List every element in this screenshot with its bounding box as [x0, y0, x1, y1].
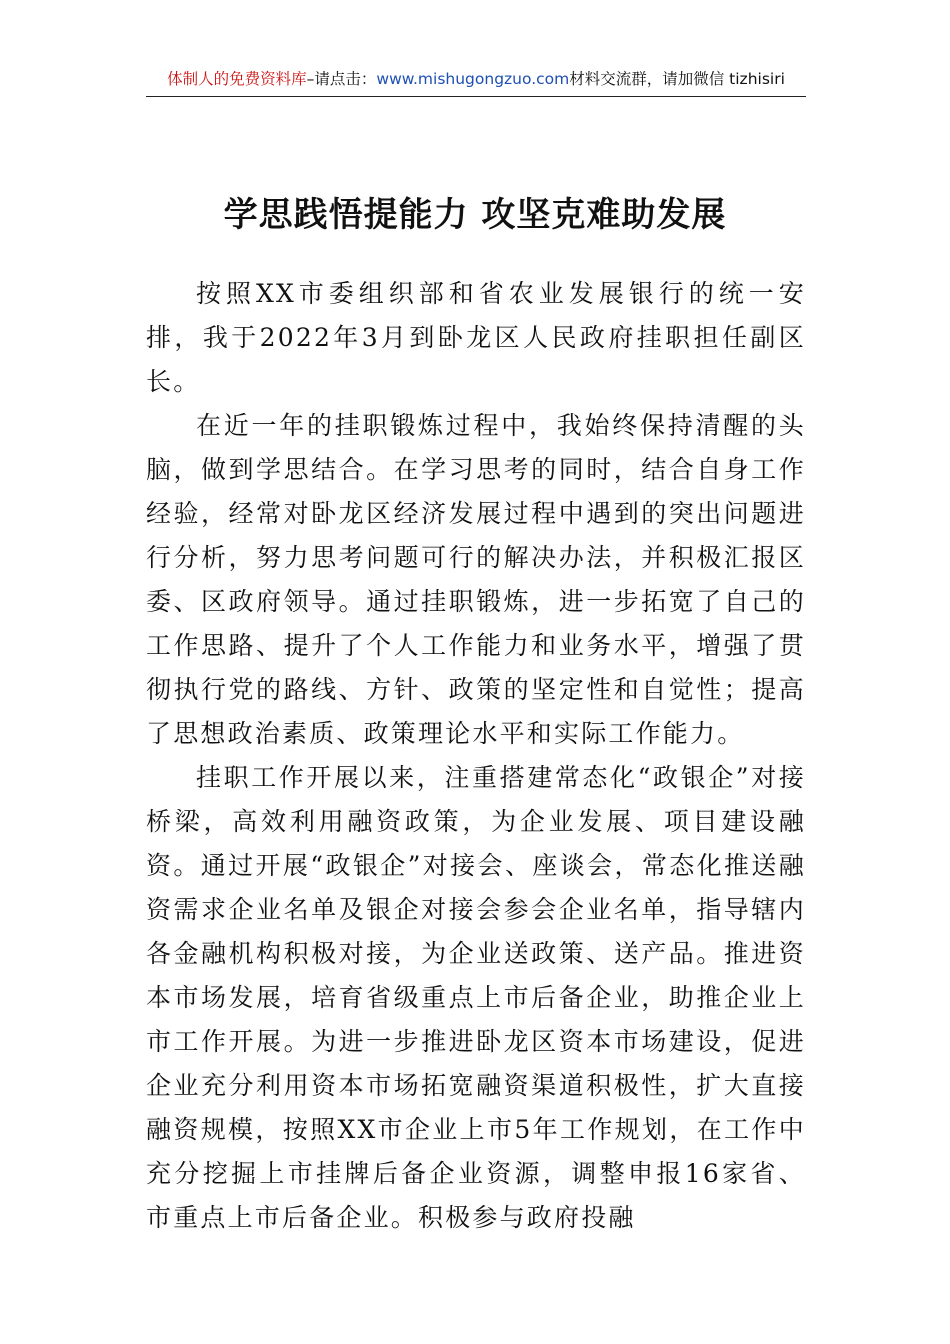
document-title: 学思践悟提能力 攻坚克难助发展 [223, 194, 727, 235]
header-brand: 体制人的免费资料库 [167, 70, 307, 88]
header-tail: 材料交流群，请加微信 tizhisiri [569, 70, 785, 88]
paragraph-1: 按照XX市委组织部和省农业发展银行的统一安排，我于2022年3月到卧龙区人民政府挂职担任副区长。 [146, 279, 806, 396]
document-body [146, 272, 806, 1240]
paragraph-3: 挂职工作开展以来，注重搭建常态化“政银企”对接桥梁，高效利用融资政策，为企业发展、项目建设融资。通过开展“政银企”对接会、座谈会，常态化推送融资需求企业名单及银企对接会参会企业名单，指导辖内各金融机构积极对接，为企业送政策、送产品。推进资本市场发展，培育省级重点上市后备企业，助推企业上市工作开展。为进一步推进卧龙区资本市场建设，促进企业充分利用资本市场拓宽融资渠道积极性，扩大直接融资规模，按照XX市企业上市5年工作规划，在工作中充分挖掘上市挂牌后备企业资源，调整申报16家省、市重点上市后备企业。积极参与政府投融 [146, 763, 806, 1232]
page-header [146, 62, 806, 97]
paragraph-2: 在近一年的挂职锻炼过程中，我始终保持清醒的头脑，做到学思结合。在学习思考的同时，结合自身工作经验，经常对卧龙区经济发展过程中遇到的突出问题进行分析，努力思考问题可行的解决办法，并积极汇报区委、区政府领导。通过挂职锻炼，进一步拓宽了自己的工作思路、提升了个人工作能力和业务水平，增强了贯彻执行党的路线、方针、政策的坚定性和自觉性；提高了思想政治素质、政策理论水平和实际工作能力。 [146, 411, 806, 748]
header-url-link[interactable]: www.mishugongzuo.com [376, 70, 570, 88]
header-separator: –请点击： [306, 70, 377, 88]
